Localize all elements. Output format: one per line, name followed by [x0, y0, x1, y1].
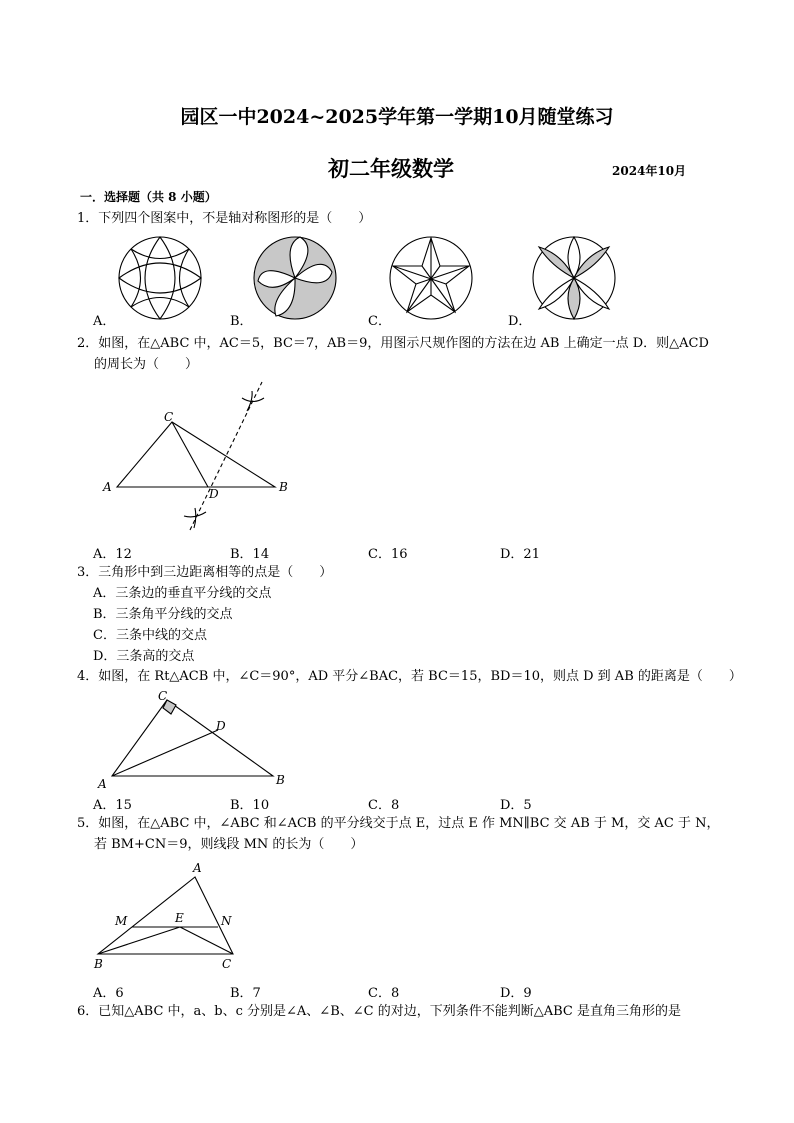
- question-2-line2: 的周长为（ ）: [94, 357, 199, 372]
- q2-option-a[interactable]: A．12: [93, 547, 132, 562]
- question-5: [77, 816, 719, 831]
- q1-option-d[interactable]: D．: [508, 314, 532, 329]
- question-2: [77, 336, 709, 351]
- q5-option-c[interactable]: C．8: [368, 986, 400, 1001]
- question-number: 5．: [77, 816, 99, 831]
- question-3: [77, 565, 332, 580]
- question-6: [77, 1004, 681, 1019]
- q2-option-c[interactable]: C．16: [368, 547, 408, 562]
- q3-option-d[interactable]: D．三条高的交点: [93, 649, 195, 664]
- question-5-line2: 若 BM+CN＝9，则线段 MN 的长为（ ）: [94, 837, 364, 852]
- question-number: 4．: [77, 669, 99, 684]
- q3-option-c[interactable]: C．三条中线的交点: [93, 628, 207, 643]
- q4-figure: [112, 700, 273, 776]
- question-number: 2．: [77, 336, 99, 351]
- q2-option-d[interactable]: D．21: [500, 547, 540, 562]
- q4-option-d[interactable]: D．5: [500, 798, 532, 813]
- question-text: 已知△ABC 中，a、b、c 分别是∠A、∠B、∠C 的对边，下列条件不能判断△ABC 是直角三角形的是: [98, 1004, 681, 1019]
- q3-option-b[interactable]: B．三条角平分线的交点: [93, 607, 233, 622]
- q5-label-b: B: [94, 957, 103, 971]
- question-text-line1: 如图，在△ABC 中，∠ABC 和∠ACB 的平分线交于点 E，过点 E 作 MN∥BC 交 AB 于 M，交 AC 于 N，: [98, 816, 720, 831]
- q3-option-a[interactable]: A．三条边的垂直平分线的交点: [93, 586, 272, 601]
- q4-label-c: C: [158, 689, 168, 703]
- q5-label-c: C: [222, 957, 232, 971]
- q4-label-d: D: [216, 719, 226, 733]
- q4-option-b[interactable]: B．10: [230, 798, 270, 813]
- q2-label-c: C: [164, 410, 174, 424]
- q5-label-e: E: [175, 911, 184, 925]
- exam-title: 园区一中2024~2025学年第一学期10月随堂练习: [180, 106, 614, 128]
- q4-option-a[interactable]: A．15: [93, 798, 132, 813]
- question-text: 下列四个图案中，不是轴对称图形的是（ ）: [98, 211, 372, 226]
- exam-subtitle: 初二年级数学: [328, 156, 454, 181]
- q2-label-d: D: [209, 487, 219, 501]
- q1-figure-d: [533, 237, 615, 319]
- q2-label-a: A: [103, 480, 112, 494]
- q2-label-b: B: [279, 480, 288, 494]
- q2-figure: [117, 382, 275, 530]
- q5-option-d[interactable]: D．9: [500, 986, 532, 1001]
- q5-label-m: M: [115, 914, 128, 928]
- question-number: 1．: [77, 211, 99, 226]
- q1-figure-c: [390, 237, 472, 319]
- q5-label-n: N: [221, 914, 232, 928]
- q1-option-c[interactable]: C．: [368, 314, 391, 329]
- question-4: [77, 669, 742, 684]
- q2-option-b[interactable]: B．14: [230, 547, 270, 562]
- q1-figure-b: [254, 237, 336, 319]
- question-number: 3．: [77, 565, 99, 580]
- q1-figure-a: [119, 237, 201, 319]
- question-number: 6．: [77, 1004, 99, 1019]
- q4-option-c[interactable]: C．8: [368, 798, 400, 813]
- q1-option-a[interactable]: A．: [93, 314, 116, 329]
- q5-option-b[interactable]: B．7: [230, 986, 261, 1001]
- q5-option-a[interactable]: A．6: [93, 986, 124, 1001]
- q4-label-b: B: [276, 773, 285, 787]
- section-title: 一．选择题（共 8 小题）: [80, 190, 217, 204]
- q1-option-b[interactable]: B．: [230, 314, 253, 329]
- q5-label-a: A: [193, 861, 202, 875]
- exam-date: 2024年10月: [612, 164, 687, 178]
- question-text: 如图，在 Rt△ACB 中，∠C＝90°，AD 平分∠BAC，若 BC＝15，BD＝10，则点 D 到 AB 的距离是（ ）: [98, 669, 742, 684]
- question-text-line1: 如图，在△ABC 中，AC＝5，BC＝7，AB＝9，用图示尺规作图的方法在边 AB 上确定一点 D．则△ACD: [98, 336, 709, 351]
- q4-label-a: A: [98, 777, 107, 791]
- question-text: 三角形中到三边距离相等的点是（ ）: [98, 565, 333, 580]
